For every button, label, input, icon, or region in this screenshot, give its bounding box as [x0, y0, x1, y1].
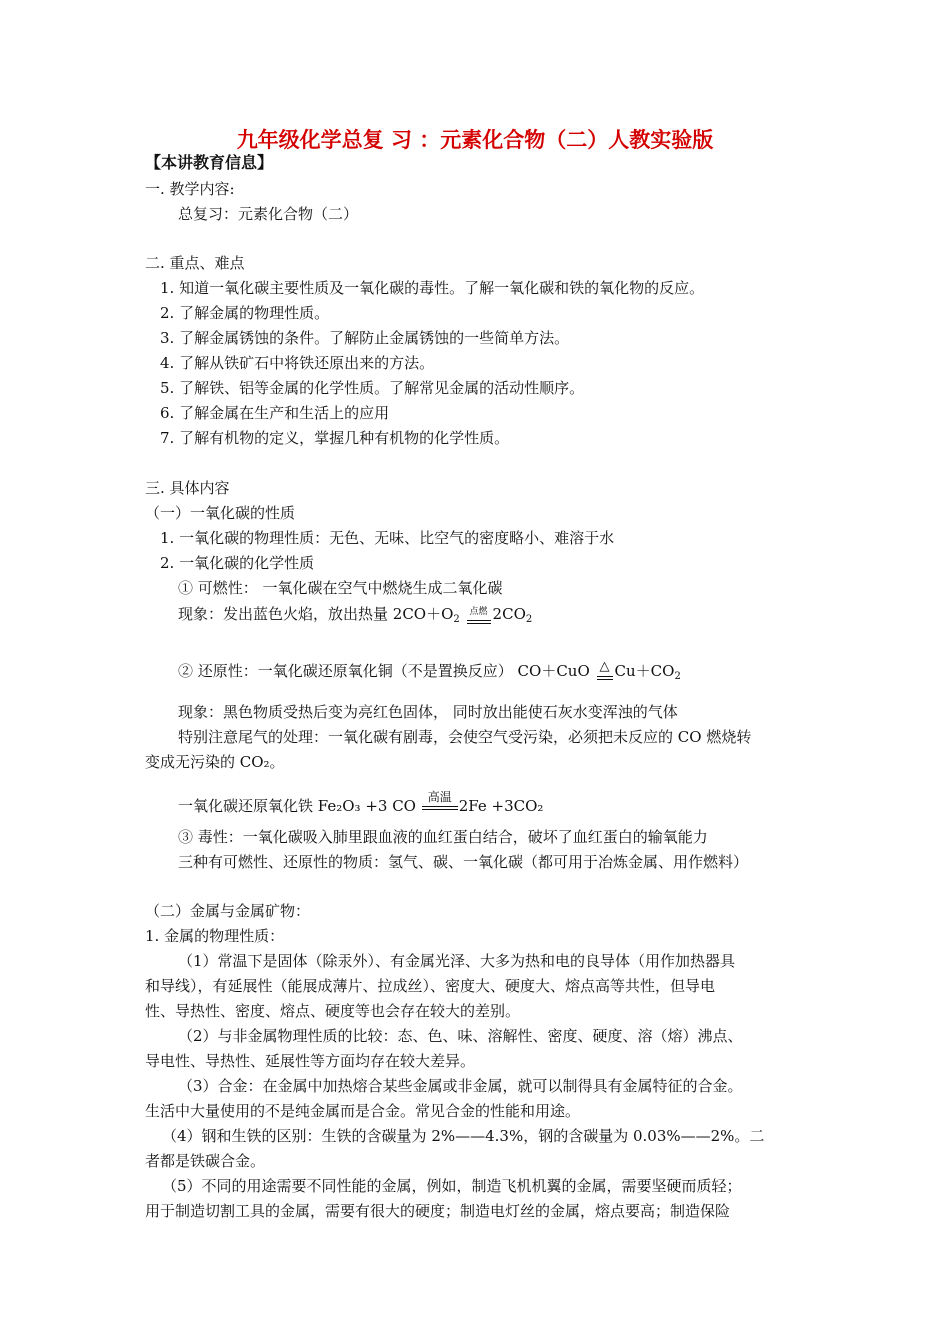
combustion-equation: [178, 603, 532, 625]
part2-heading: 二. 重点、难点: [145, 254, 245, 272]
reduction-equation: [178, 660, 681, 682]
paragraph-5-cont: 用于制造切割工具的金属，需要有很大的硬度；制造电灯丝的金属，熔点要高；制造保险: [145, 1202, 731, 1220]
co-reducibility: ② 还原性：一氧化碳还原氧化铜（不是置换反应） CO＋CuO: [178, 662, 590, 680]
list-item: 2. 了解金属的物理性质。: [160, 304, 330, 322]
reaction-arrow: [422, 790, 458, 810]
subsection-co: （一）一氧化碳的性质: [145, 504, 296, 522]
co2-subscript: 2: [525, 614, 533, 625]
combustion-phenomenon: 现象：发出蓝色火焰，放出热量 2CO＋O: [178, 605, 454, 623]
paragraph-4-cont: 者都是铁碳合金。: [145, 1152, 266, 1170]
subsection-metals: （二）金属与金属矿物：: [145, 902, 311, 920]
iron-oxide-equation: [178, 790, 544, 816]
co2-subscript: 2: [674, 671, 681, 682]
reduction-phenomenon: 现象：黑色物质受热后变为亮红色固体， 同时放出能使石灰水变浑浊的气体: [178, 703, 678, 721]
co-combustibility: ① 可燃性： 一氧化碳在空气中燃烧生成二氧化碳: [178, 579, 503, 597]
iron-oxide-reactants: 一氧化碳还原氧化铁 Fe₂O₃ +3 CO: [178, 797, 416, 815]
part3-heading: 三. 具体内容: [145, 479, 230, 497]
tail-gas-note-cont: 变成无污染的 CO₂。: [145, 753, 285, 771]
list-item: 3. 了解金属锈蚀的条件。了解防止金属锈蚀的一些简单方法。: [160, 329, 570, 347]
paragraph-3-cont: 生活中大量使用的不是纯金属而是合金。常见合金的性能和用途。: [145, 1102, 581, 1120]
condition-high-temp: 高温: [427, 790, 452, 804]
tail-gas-note: 特别注意尾气的处理：一氧化碳有剧毒，会使空气受污染，必须把未反应的 CO 燃烧转: [178, 728, 752, 746]
co-toxicity: ③ 毒性：一氧化碳吸入肺里跟血液的血红蛋白结合，破坏了血红蛋白的输氧能力: [178, 828, 708, 846]
three-substances: 三种有可燃性、还原性的物质：氢气、碳、一氧化碳（都可用于冶炼金属、用作燃料）: [178, 853, 749, 871]
list-item: 1. 知道一氧化碳主要性质及一氧化碳的毒性。了解一氧化碳和铁的氧化物的反应。: [160, 279, 705, 297]
paragraph-1: （1）常温下是固体（除汞外）、有金属光泽、大多为热和电的良导体（用作加热器具: [178, 952, 736, 970]
co-chemical-properties: 2. 一氧化碳的化学性质: [160, 554, 315, 572]
paragraph-2-cont: 导电性、导热性、延展性等方面均存在较大差异。: [145, 1052, 476, 1070]
condition-heat: △: [599, 658, 610, 674]
document-title: 九年级化学总复 习 ：元素化合物（二）人教实验版: [236, 128, 714, 152]
section-header: 【本讲教育信息】: [145, 153, 274, 172]
list-item: 6. 了解金属在生产和生活上的应用: [160, 404, 390, 422]
paragraph-3: （3）合金：在金属中加热熔合某些金属或非金属，就可以制得具有金属特征的合金。: [178, 1077, 743, 1095]
reduction-product: Cu＋CO: [614, 662, 675, 680]
part1-heading: 一. 教学内容:: [145, 180, 235, 198]
condition-ignite: 点燃: [469, 607, 488, 617]
paragraph-5: （5）不同的用途需要不同性能的金属，例如，制造飞机机翼的金属，需要坚硬而质轻；: [162, 1177, 742, 1195]
paragraph-4: （4）钢和生铁的区别：生铁的含碳量为 2%——4.3%，钢的含碳量为 0.03%——2%。二: [162, 1127, 765, 1145]
part1-content: 总复习：元素化合物（二）: [178, 205, 359, 223]
paragraph-2: （2）与非金属物理性质的比较：态、色、味、溶解性、密度、硬度、溶（熔）沸点、: [178, 1027, 743, 1045]
paragraph-1-cont: 和导线），有延展性（能展成薄片、拉成丝）、密度大、硬度大、熔点高等共性，但导电: [145, 977, 716, 995]
list-item: 5. 了解铁、铝等金属的化学性质。了解常见金属的活动性顺序。: [160, 379, 585, 397]
co-physical-properties: 1. 一氧化碳的物理性质：无色、无味、比空气的密度略小、难溶于水: [160, 529, 615, 547]
list-item: 7. 了解有机物的定义，掌握几种有机物的化学性质。: [160, 429, 510, 447]
combustion-product: 2CO: [492, 605, 526, 623]
reaction-arrow: [597, 658, 613, 680]
iron-oxide-products: 2Fe +3CO₂: [458, 797, 544, 815]
metal-physical-heading: 1. 金属的物理性质：: [145, 927, 285, 945]
paragraph-1-cont: 性、导热性、密度、熔点、硬度等也会存在较大的差别。: [145, 1002, 521, 1020]
reaction-arrow: [467, 606, 491, 624]
o2-subscript: 2: [453, 614, 460, 625]
list-item: 4. 了解从铁矿石中将铁还原出来的方法。: [160, 354, 435, 372]
